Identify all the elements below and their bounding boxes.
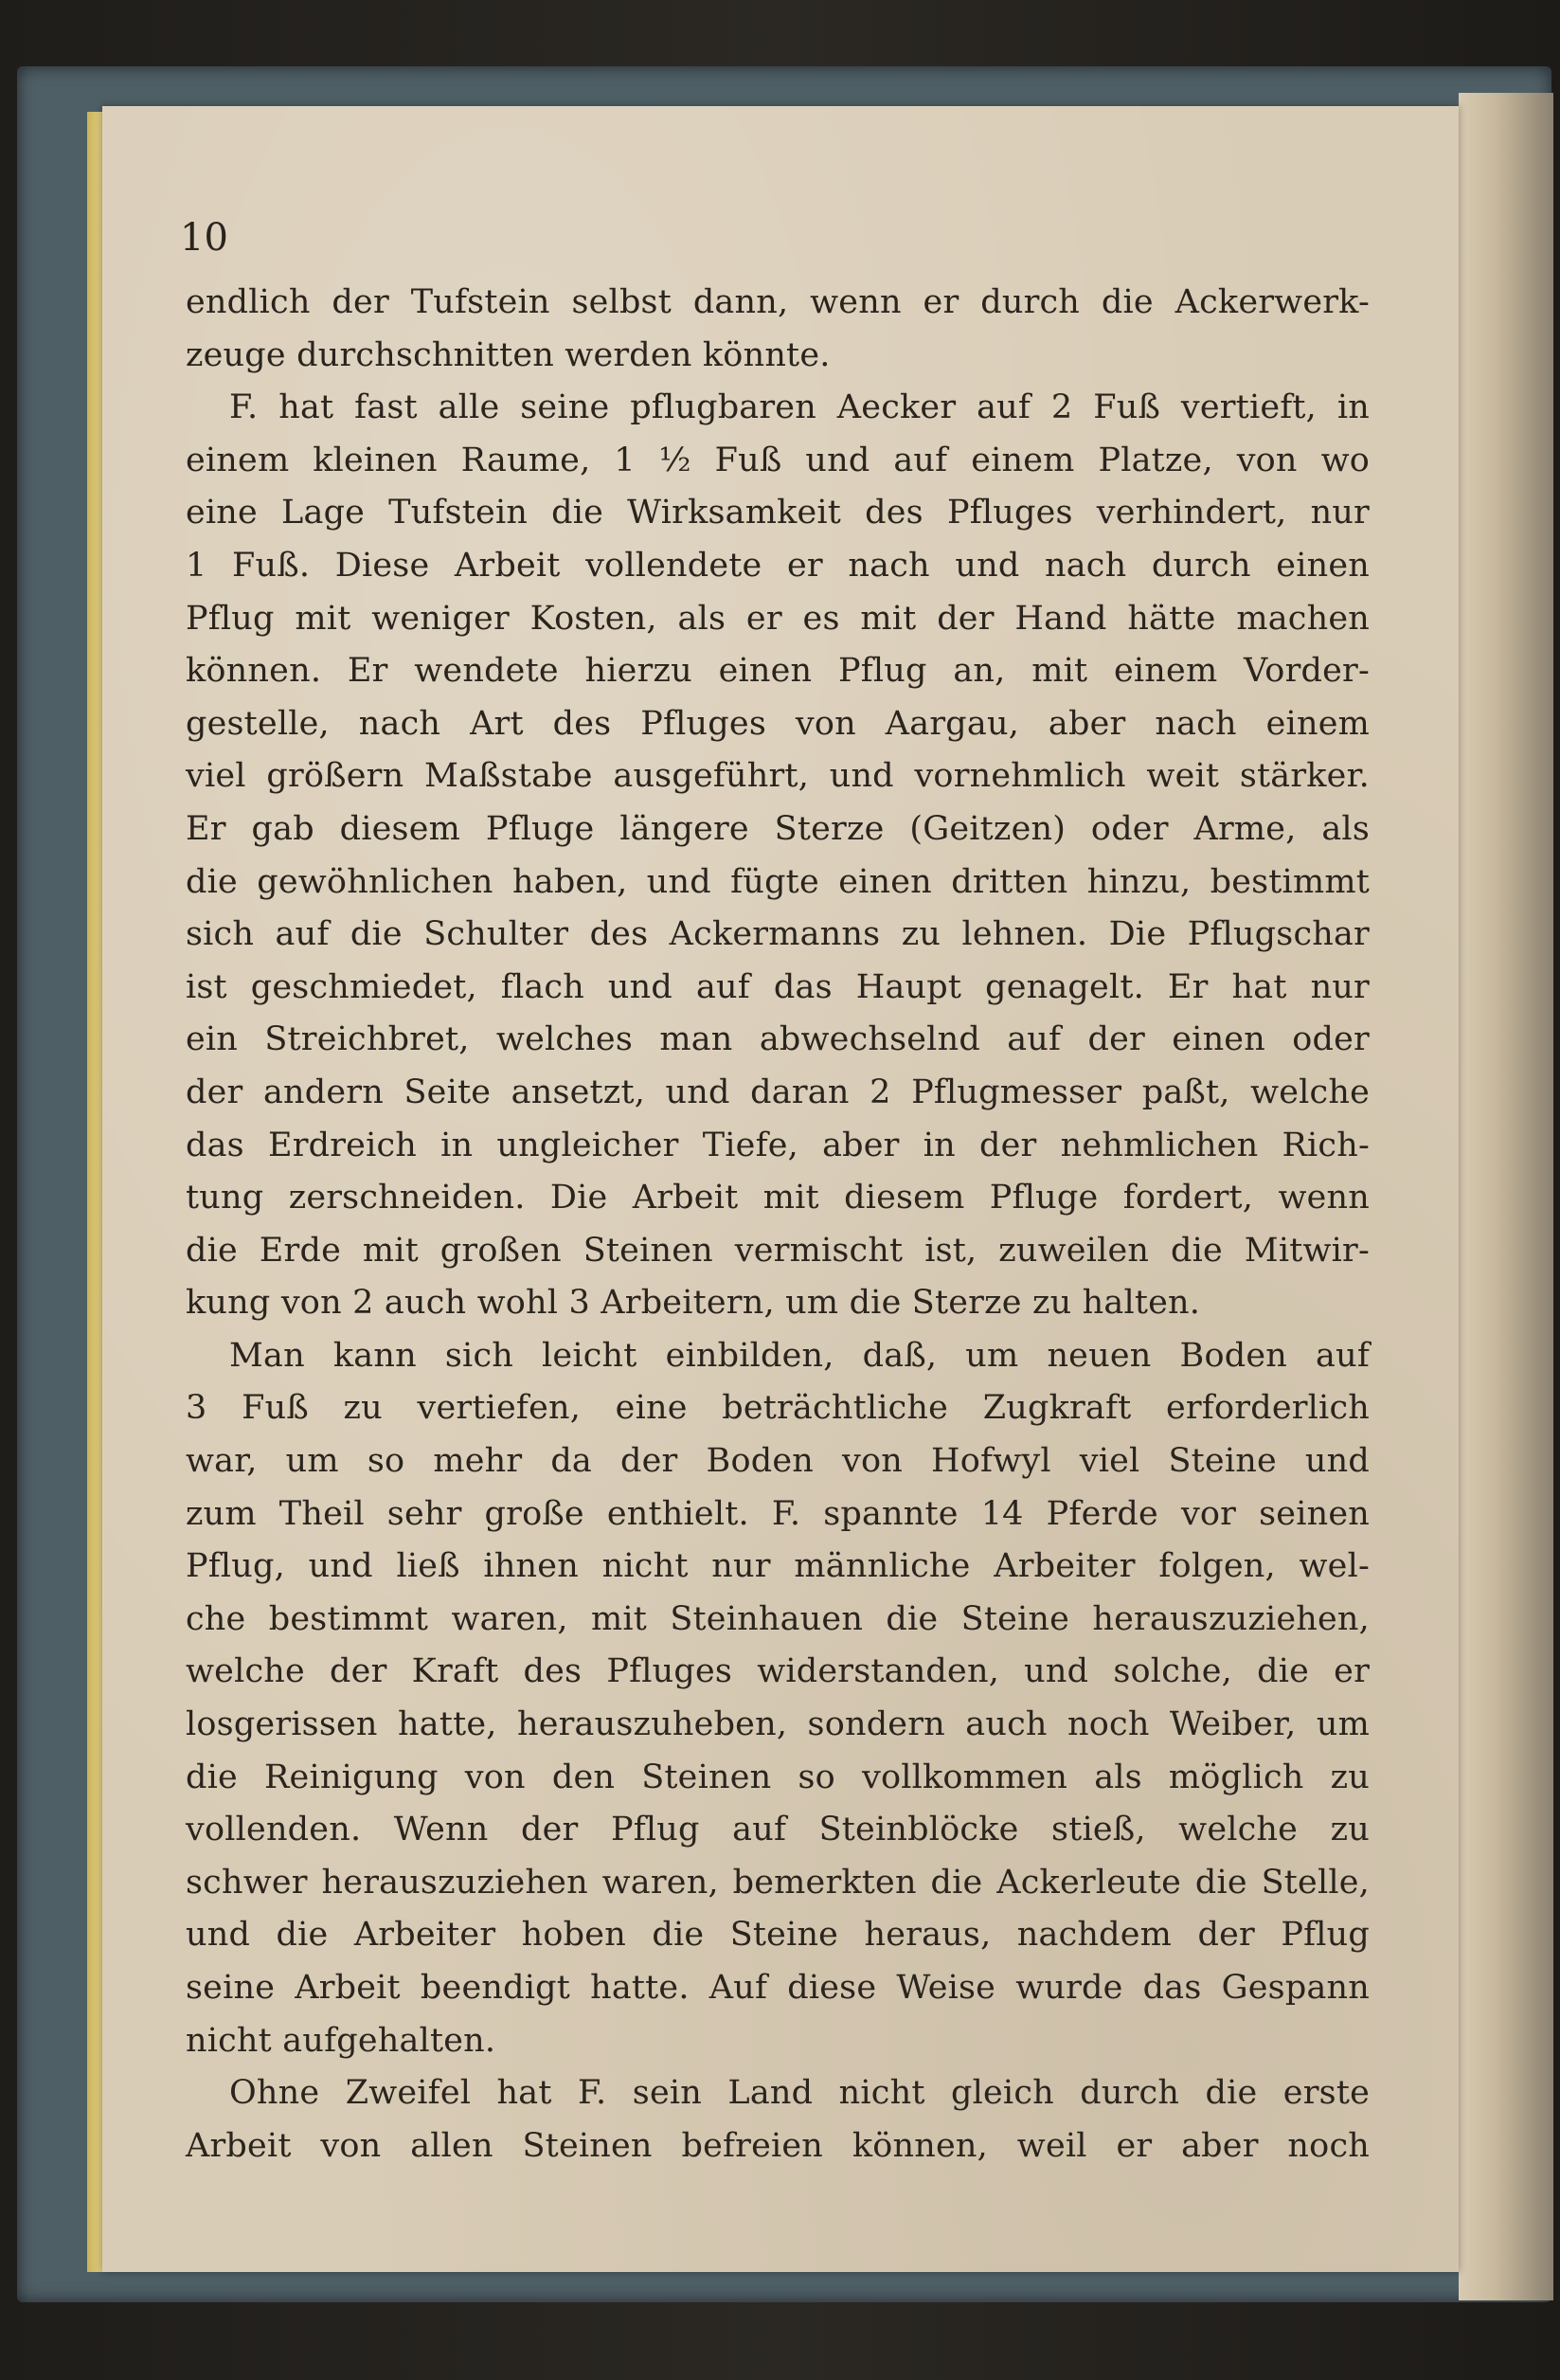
text-line: die Reinigung von den Steinen so vollkommen als möglich zu [186,1758,1370,1796]
text-line: und die Arbeiter hoben die Steine heraus, nachdem der Pflug [186,1916,1370,1955]
text-line: der andern Seite ansetzt, und daran 2 Pflugmesser paßt, welche [186,1073,1370,1111]
text-line: Arbeit von allen Steinen befreien können, weil er aber noch [186,2126,1370,2165]
text-line: kung von 2 auch wohl 3 Arbeitern, um die Sterze zu halten. [186,1284,1201,1323]
text-line: schwer herauszuziehen waren, bemerkten die Ackerleute die Stelle, [186,1863,1370,1902]
text-line: Er gab diesem Pfluge längere Sterze (Geitzen) oder Arme, als [186,809,1370,848]
text-line: endlich der Tufstein selbst dann, wenn er durch die Ackerwerk- [186,283,1370,321]
text-line: 3 Fuß zu vertiefen, eine beträchtliche Zugkraft erforderlich [186,1389,1370,1428]
text-line: die gewöhnlichen haben, und fügte einen dritten hinzu, bestimmt [186,862,1370,901]
text-line: sich auf die Schulter des Ackermanns zu lehnen. Die Pflugschar [186,915,1370,954]
text-line: die Erde mit großen Steinen vermischt ist, zuweilen die Mitwir- [186,1231,1370,1270]
text-line: ist geschmiedet, flach und auf das Haupt genagelt. Er hat nur [186,967,1370,1006]
body-text [186,277,1370,2173]
text-line: losgerissen hatte, herauszuheben, sondern auch noch Weiber, um [186,1705,1370,1744]
text-line: Man kann sich leicht einbilden, daß, um neuen Boden auf [229,1336,1370,1375]
text-line: vollenden. Wenn der Pflug auf Steinblöcke stieß, welche zu [186,1811,1370,1849]
text-line: 1 Fuß. Diese Arbeit vollendete er nach und nach durch einen [186,546,1370,585]
text-line: Ohne Zweifel hat F. sein Land nicht gleich durch die erste [229,2074,1370,2113]
text-line: können. Er wendete hierzu einen Pflug an, mit einem Vorder- [186,652,1370,691]
text-line: war, um so mehr da der Boden von Hofwyl viel Steine und [186,1442,1370,1481]
text-line: welche der Kraft des Pfluges widerstanden, und solche, die er [186,1652,1370,1691]
text-line: gestelle, nach Art des Pfluges von Aargau, aber nach einem [186,704,1370,743]
text-line: Pflug, und ließ ihnen nicht nur männliche Arbeiter folgen, wel- [186,1547,1370,1586]
text-line: Pflug mit weniger Kosten, als er es mit der Hand hätte machen [186,599,1370,638]
text-line: das Erdreich in ungleicher Tiefe, aber in der nehmlichen Rich- [186,1126,1370,1164]
text-line: nicht aufgehalten. [186,2021,496,2060]
page-number: 10 [180,216,228,260]
text-line: zum Theil sehr große enthielt. F. spannte 14 Pferde vor seinen [186,1494,1370,1533]
text-line: tung zerschneiden. Die Arbeit mit diesem Pfluge fordert, wenn [186,1179,1370,1217]
text-line: einem kleinen Raume, 1 ½ Fuß und auf einem Platze, von wo [186,441,1370,479]
text-line: che bestimmt waren, mit Steinhauen die Steine herauszuziehen, [186,1599,1370,1638]
text-line: zeuge durchschnitten werden könnte. [186,335,831,374]
text-line: viel größern Maßstabe ausgeführt, und vornehmlich weit stärker. [186,757,1370,796]
facing-page-edge [1459,93,1553,2300]
text-line: eine Lage Tufstein die Wirksamkeit des Pfluges verhindert, nur [186,494,1370,532]
text-line: ein Streichbret, welches man abwechselnd auf der einen oder [186,1020,1370,1059]
text-line: F. hat fast alle seine pflugbaren Aecker auf 2 Fuß vertieft, in [229,388,1370,427]
text-line: seine Arbeit beendigt hatte. Auf diese Weise wurde das Gespann [186,1969,1370,2007]
